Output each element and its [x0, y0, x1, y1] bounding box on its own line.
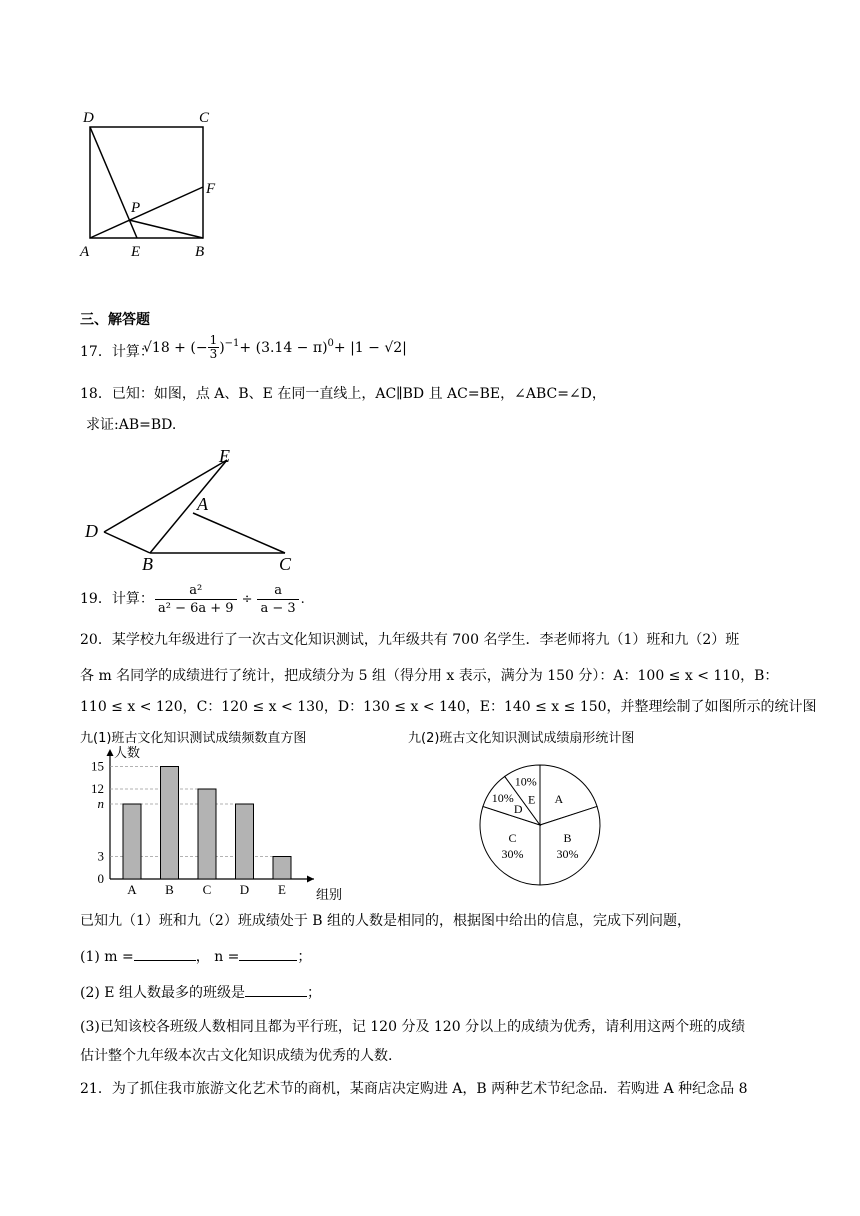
y-tick-label: 12 — [91, 781, 104, 796]
pie-slice-label: C — [508, 830, 517, 845]
bar-c — [198, 789, 216, 879]
q18-line2: 求证:AB=BD. — [86, 417, 177, 433]
bar-d — [236, 804, 254, 879]
x-axis-arrow — [307, 876, 314, 883]
bar-b — [161, 767, 179, 880]
answer-blank-m[interactable] — [134, 946, 196, 961]
q20-part3-line1: (3)已知该校各班级人数相同且都为平行班，记 120 分及 120 分以上的成绩为优秀，请利用这两个班的成绩 — [80, 1019, 746, 1035]
q18-line1: 18．已知：如图，点 A、B、E 在同一直线上，AC∥BD 且 AC=BE，∠ABC=∠D， — [80, 386, 606, 402]
answer-blank-n[interactable] — [239, 946, 297, 961]
pie-chart — [470, 755, 610, 895]
pie-slice-label: D — [513, 802, 523, 817]
pie-percent-label: 10% — [514, 774, 537, 789]
x-axis-label: 组别 — [316, 887, 343, 902]
segment-de — [90, 127, 137, 238]
q19-expression: $\frac{\text{a²}}{\text{a² − 6a + 9}}$ ÷ $\frac{a}{a - 3}$ . — [155, 582, 305, 617]
triangle-figure — [80, 440, 310, 575]
bar-e — [273, 857, 291, 880]
pie-slice-label: E — [527, 792, 536, 807]
q17-number: 17． — [80, 344, 112, 360]
segment-de — [104, 460, 227, 532]
x-tick-label: A — [127, 882, 137, 897]
label-c: C — [199, 110, 210, 126]
x-tick-label: D — [239, 882, 250, 897]
q20-line1: 20．某学校九年级进行了一次古文化知识测试，九年级共有 700 名学生．李老师将九（1）班和九（2）班 — [80, 632, 740, 648]
q20-part1: (1) m = ， n = ； — [80, 946, 311, 966]
answer-blank-class[interactable] — [245, 982, 307, 997]
pie-percent-label: 10% — [491, 790, 514, 805]
label-f: F — [206, 181, 216, 197]
segment-af — [90, 187, 203, 238]
y-tick-label: 15 — [91, 758, 104, 774]
label-e: E — [131, 244, 141, 260]
segment-db — [104, 532, 150, 553]
label-d: D — [85, 521, 98, 541]
q21-line1: 21．为了抓住我市旅游文化艺术节的商机，某商店决定购进 A，B 两种艺术节纪念品．若购进 A 种纪念品 8 — [80, 1081, 748, 1097]
q17-expression: √18 + (− $\frac{1}{3}$ )$^{-1}+ (3.14 - \pi)^0+ |1 - √2|$ — [143, 333, 407, 361]
q20-part2: (2) E 组人数最多的班级是 ； — [80, 982, 321, 1002]
label-b: B — [195, 244, 205, 260]
q20-line2: 各 m 名同学的成绩进行了统计，把成绩分为 5 组（得分用 x 表示，满分为 150 分）：A：100 ≤ x < 110，B： — [80, 668, 779, 684]
segment-pb — [129, 220, 203, 238]
y-tick-label: 0 — [97, 871, 104, 886]
y-axis-label: 人数 — [114, 745, 141, 760]
label-d: D — [83, 110, 94, 126]
q20-part3-line2: 估计整个九年级本次古文化知识成绩为优秀的人数. — [80, 1048, 393, 1064]
square-figure — [70, 100, 250, 270]
label-a: A — [80, 244, 90, 260]
q17-stem: 计算： — [111, 344, 154, 360]
q20-after1: 已知九（1）班和九（2）班成绩处于 B 组的人数是相同的，根据图中给出的信息，完成下列问题， — [80, 913, 692, 929]
q20-line3: 110 ≤ x < 120，C：120 ≤ x < 130，D：130 ≤ x < 140，E：140 ≤ x ≤ 150，并整理绘制了如图所示的统计图 — [80, 699, 817, 715]
section-heading: 三、解答题 — [80, 312, 150, 328]
label-b: B — [142, 554, 153, 574]
histogram-title: 九(1)班古文化知识测试成绩频数直方图 — [80, 731, 307, 746]
q19-number: 19．计算： — [80, 591, 154, 607]
pie-percent-label: 30% — [501, 846, 524, 861]
y-tick-label: n — [97, 796, 104, 811]
pie-slice-label: A — [554, 792, 564, 807]
pie-slice-label: B — [563, 830, 572, 845]
segment-eb — [150, 460, 227, 553]
label-c: C — [279, 554, 292, 574]
x-tick-label: E — [278, 882, 286, 897]
y-tick-label: 3 — [97, 848, 104, 864]
pie-percent-label: 30% — [556, 846, 579, 861]
x-tick-label: C — [202, 882, 212, 897]
bar-a — [123, 804, 141, 879]
label-a: A — [197, 494, 208, 514]
y-axis-arrow — [107, 749, 114, 756]
square-abcd — [90, 127, 203, 238]
histogram-chart — [78, 745, 348, 903]
segment-ac — [193, 513, 285, 553]
label-e: E — [219, 446, 230, 466]
label-p: P — [131, 200, 141, 216]
pie-title: 九(2)班古文化知识测试成绩扇形统计图 — [408, 731, 635, 746]
x-tick-label: B — [165, 882, 174, 897]
